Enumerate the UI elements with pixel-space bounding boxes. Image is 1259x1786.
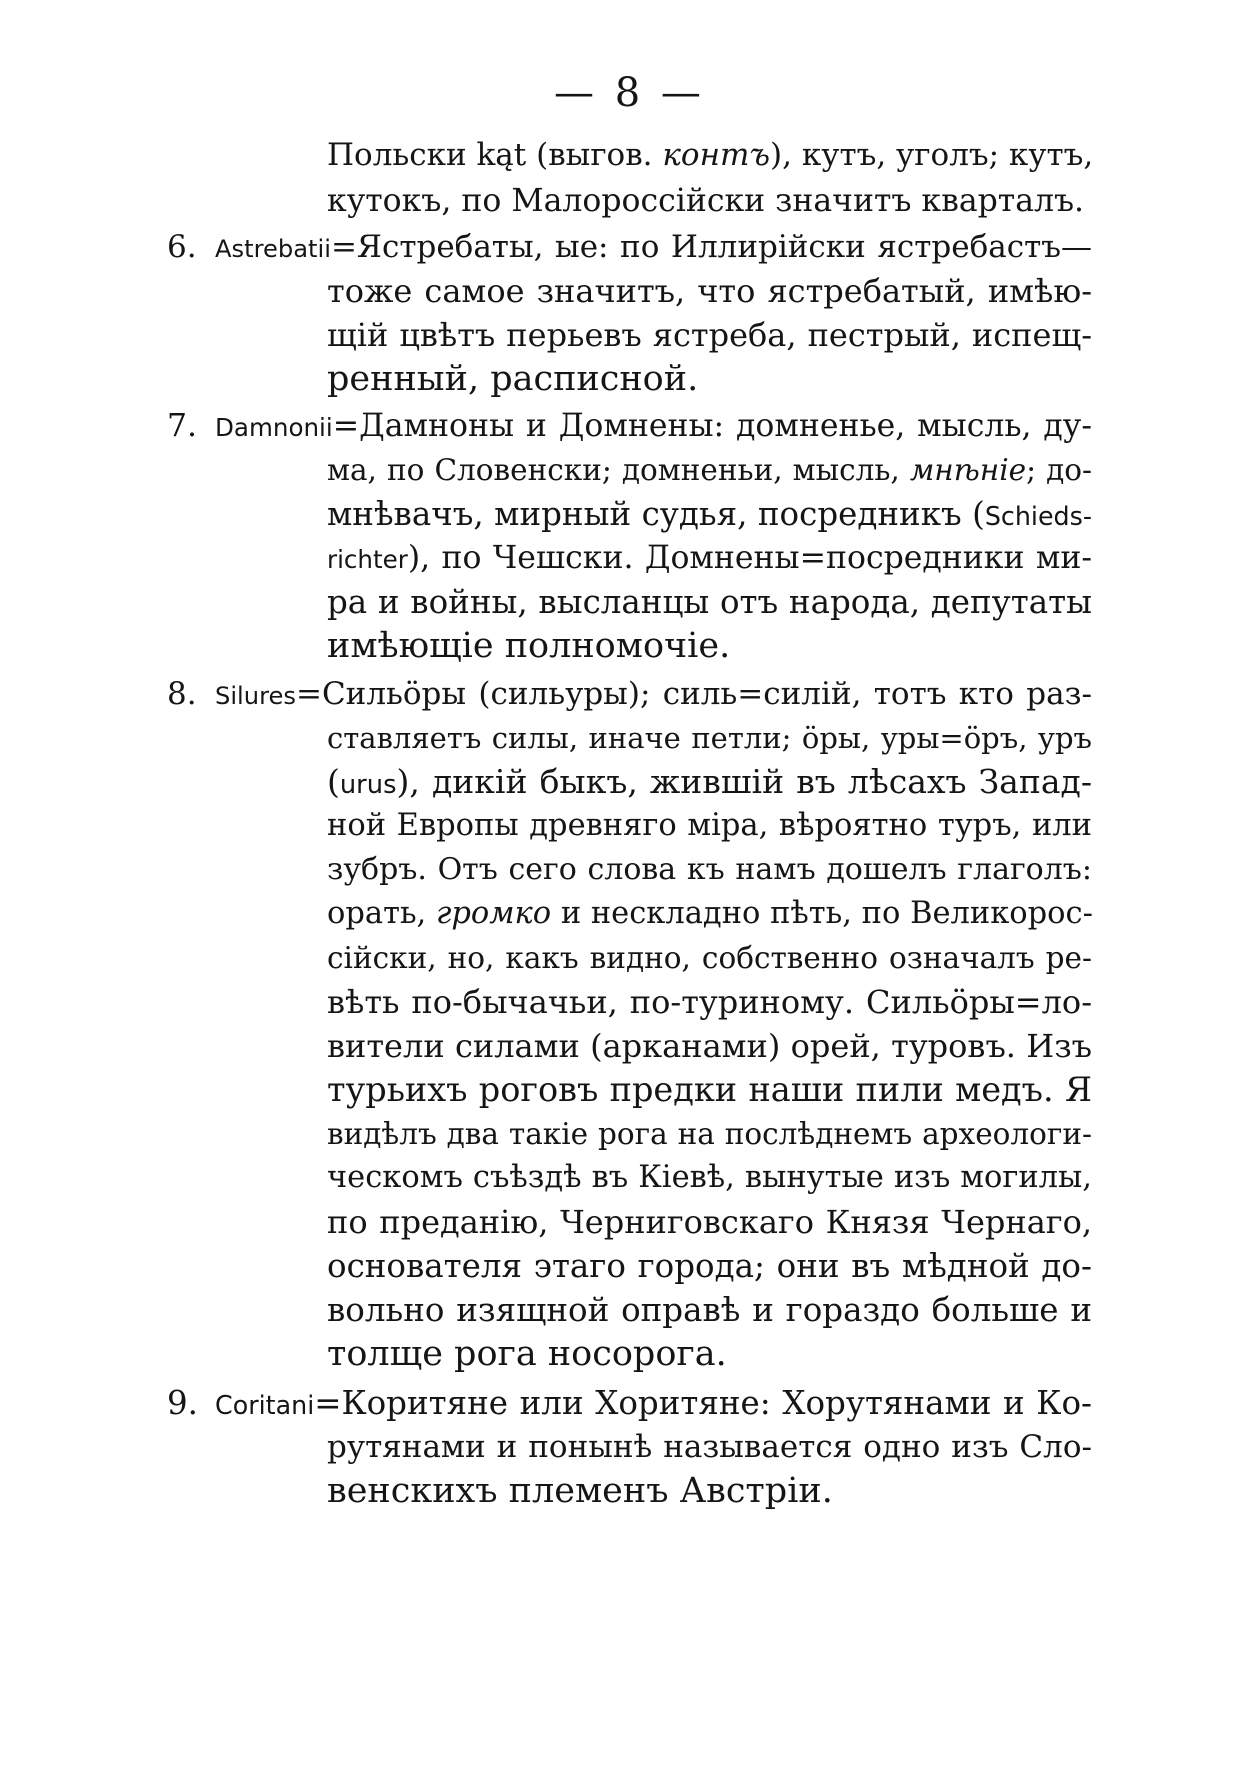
entry-7-line: имѣющіе полномочіе.: [327, 626, 731, 666]
entry-9-text: =Коритяне или Хоритяне: Хорутянами и Ко-: [314, 1384, 1092, 1422]
entry-8-line-3-latin: urus: [339, 770, 397, 800]
entry-9-latin: Coritani: [215, 1390, 315, 1420]
entry-8-line-3-open: (: [327, 762, 340, 801]
entry-8-line: видѣлъ два такіе рога на послѣднемъ археологи-: [327, 1117, 1092, 1151]
entry-7-line-2-end: ; до-: [1026, 453, 1092, 487]
entry-8-line-6-text: орать,: [327, 896, 436, 931]
entry-7-line-4: [327, 535, 1092, 581]
entry-6-number: 6.: [167, 229, 197, 265]
entry-8-number: 8.: [167, 676, 197, 712]
entry-7-line-3-text: мнѣвачъ, мирный судья, посредникъ (: [327, 495, 985, 533]
entry-7-line-3: [327, 491, 1092, 537]
entry-8-line: вольно изящной оправѣ и гораздо больше и: [327, 1291, 1092, 1329]
entry-7-line: ра и войны, высланцы отъ народа, депутаты: [327, 583, 1092, 621]
entry-8-line: по преданію, Черниговскаго Князя Чернаго,: [327, 1203, 1092, 1241]
entry-8-line-3: [327, 759, 1092, 805]
entry-8-line-6-end: и нескладно пѣть, по Великорос-: [551, 896, 1093, 931]
entry-6-line: ренный, расписной.: [327, 359, 699, 399]
intro-line-1: [327, 132, 1092, 178]
entry-6-latin: Astrebatii: [215, 235, 331, 263]
entry-9-line: рутянами и понынѣ называется одно изъ Сло-: [327, 1429, 1092, 1465]
intro-line-1-text: Польски kąt (выгов.: [327, 137, 663, 173]
intro-line-1-italic: контъ: [662, 137, 771, 173]
entry-8-line-2: ставляетъ силы, иначе петли; ӧры, уры=ӧръ, уръ: [327, 721, 1092, 755]
entry-8-line: основателя этаго города; они въ мѣдной до-: [327, 1247, 1092, 1285]
entry-9-first-line: [167, 1380, 1092, 1426]
entry-8-line: вители силами (арканами) орей, туровъ. Изъ: [327, 1027, 1092, 1065]
entry-8-line: сійски, но, какъ видно, собственно означалъ ре-: [327, 941, 1092, 975]
entry-8-latin: Silures: [215, 682, 296, 710]
entry-7-latin: Damnonii: [215, 413, 333, 442]
entry-8-line-3-text: ), дикій быкъ, жившій въ лѣсахъ Запад-: [396, 762, 1092, 801]
entry-8-line: турьихъ роговъ предки наши пили медъ. Я: [327, 1070, 1092, 1109]
entry-6-text: =Ястребаты, ые: по Иллирійски ястребастъ—: [330, 229, 1092, 265]
intro-line-2: кутокъ, по Малороссійски значитъ кварталъ.: [327, 183, 1085, 219]
entry-8-text: =Сильӧры (сильуры); силь=силій, тотъ кто раз-: [295, 676, 1092, 712]
entry-8-line-6: [327, 891, 1092, 937]
entry-8-line: ческомъ съѣздѣ въ Кіевѣ, вынутые изъ могилы,: [327, 1160, 1092, 1195]
entry-6-line: тоже самое значитъ, что ястребатый, имѣю-: [327, 272, 1092, 310]
entry-8-line-5: зубръ. Отъ сего слова къ намъ дошелъ глаголъ:: [327, 852, 1092, 887]
entry-7-line-4-latin: richter: [327, 545, 408, 574]
entry-6-line: щій цвѣтъ перьевъ ястреба, пестрый, испещ-: [327, 316, 1092, 354]
page-number: — 8 —: [554, 70, 705, 116]
entry-8-line-6-italic: громко: [435, 896, 552, 931]
entry-7-first-line: [167, 403, 1092, 449]
entry-8-line: толще рога носорога.: [327, 1334, 727, 1374]
intro-line-1-text-end: ), кутъ, уголъ; кутъ,: [770, 137, 1094, 173]
entry-8-line: вѣть по-бычачьи, по-туриному. Сильӧры=ло-: [327, 983, 1092, 1021]
entry-7-line-2: [327, 447, 1092, 493]
entry-7-line-3-latin: Schieds-: [984, 501, 1092, 531]
entry-7-text: =Дамноны и Домнены: домненье, мысль, ду-: [332, 408, 1092, 444]
entry-9-line: венскихъ племенъ Австріи.: [327, 1471, 833, 1511]
entry-7-line-2-text: ма, по Словенски; домненьи, мысль,: [327, 453, 910, 487]
entry-8-first-line: [167, 671, 1092, 717]
entry-7-line-4-text: ), по Чешски. Домнены=посредники ми-: [407, 540, 1092, 576]
entry-7-number: 7.: [167, 408, 198, 444]
entry-9-number: 9.: [167, 1384, 199, 1422]
entry-6-first-line: [167, 224, 1092, 270]
entry-8-line-4: ной Европы древняго міра, вѣроятно туръ, или: [327, 808, 1092, 843]
entry-7-line-2-italic: мнѣніе: [909, 453, 1027, 487]
